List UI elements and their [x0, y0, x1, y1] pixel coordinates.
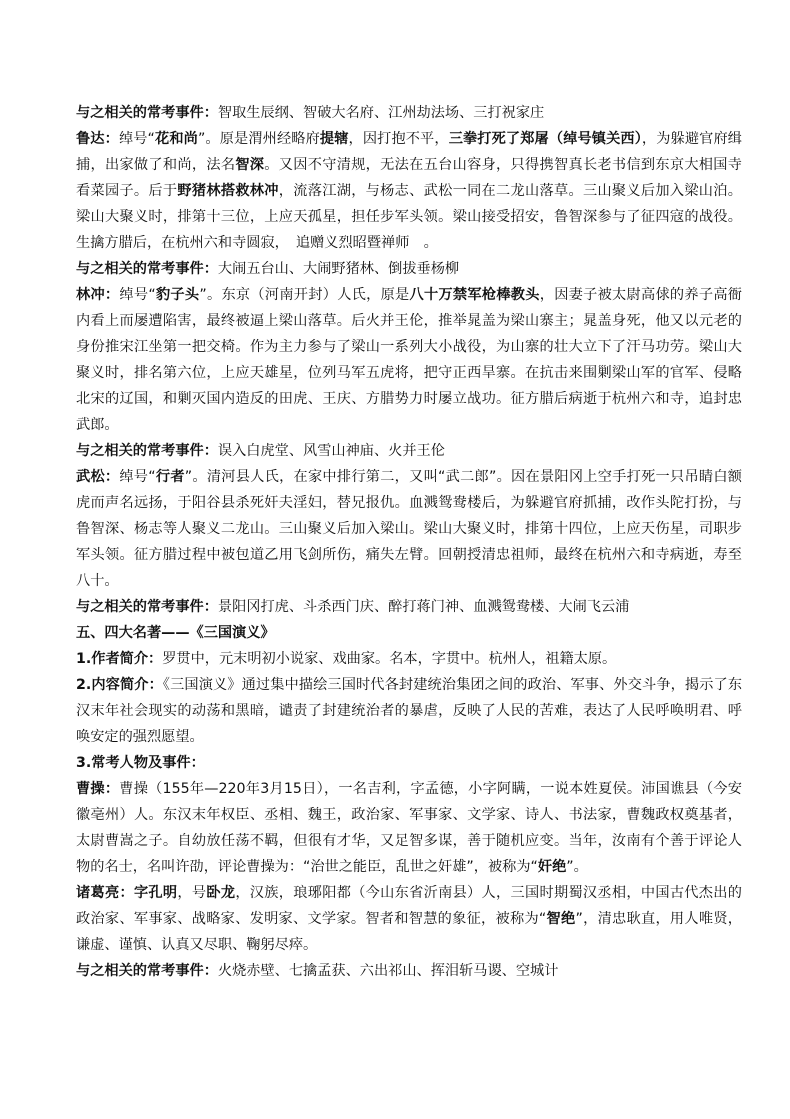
section-label: 与之相关的常考事件： — [76, 105, 218, 121]
section-label: 与之相关的常考事件： — [76, 261, 218, 277]
text-segment: ”。东京（河南开封）人氏，原是 — [199, 287, 410, 303]
section-text: 罗贯中，元末明初小说家、戏曲家。名本，字贯中。杭州人，祖籍太原。 — [162, 651, 617, 667]
text-segment: 绰号“ — [118, 131, 155, 147]
text-segment: ，因打抱不平， — [348, 131, 449, 147]
related-events-linchong — [76, 438, 742, 464]
bold-text-segment: 卧龙 — [206, 885, 236, 901]
text-segment: ”。原是渭州经略府 — [197, 131, 320, 147]
character-bio — [76, 885, 742, 953]
section-text: 景阳冈打虎、斗杀西门庆、醉打蒋门神、血溅鸳鸯楼、大闹飞云浦 — [217, 599, 630, 615]
character-linchong — [76, 282, 742, 438]
character-name: 鲁达： — [76, 131, 119, 147]
bold-text-segment: 野猪林搭救林冲 — [177, 183, 279, 199]
character-name: 林冲： — [76, 287, 120, 303]
text-segment: 曹操（155年—220年3月15日），一名吉利，字孟德，小字阿瞒，一说本姓夏侯。沛国谯县（今安徽亳州）人。东汉末年权臣、丞相、魏王，政治家、军事家、文学家、诗人、书法家，曹魏政权奠基者，太尉曹嵩之子。自幼放任荡不羁，但很有才华，又足智多谋，善于随机应变。当年，汝南有个善于评论人物的名士，名叫许劭，评论曹操为：“治世之能臣，乱世之奸雄”，被称为“ — [76, 781, 742, 875]
character-name: 曹操： — [76, 781, 120, 797]
text-segment: ，为躲避官府缉捕，出家做了和尚，法名 — [76, 131, 742, 173]
bold-text-segment: 三拳打死了郑屠（绰号镇关西） — [448, 131, 642, 147]
section-label: 2.内容简介： — [76, 677, 163, 693]
bold-text-segment: 花和尚 — [154, 131, 198, 147]
text-segment: 绰号“ — [119, 469, 156, 485]
character-wusong — [76, 464, 742, 594]
text-segment: 绰号“ — [119, 287, 156, 303]
character-bio — [76, 781, 742, 875]
character-bio — [76, 131, 742, 251]
character-zhugeliang — [76, 880, 742, 958]
content-intro — [76, 672, 742, 750]
related-events-wusong — [76, 594, 742, 620]
section-text: 误入白虎堂、风雪山神庙、火并王伦 — [217, 443, 445, 459]
characters-heading — [76, 750, 742, 776]
related-events-luda — [76, 256, 742, 282]
character-name: 武松： — [76, 469, 120, 485]
section-text: 大闹五台山、大闹野猪林、倒拔垂杨柳 — [217, 261, 460, 277]
bold-text-segment: 豹子头 — [155, 287, 200, 303]
section-label: 3.常考人物及事件： — [76, 755, 205, 771]
text-segment: ”，清忠耿直，用人唯贤，谦虚、谨慎、认真又尽职、鞠躬尽瘁。 — [76, 911, 742, 953]
text-segment: 。又因不守清规，无法在五台山容身，只得携智真长老书信到东京大相国寺看菜园子。后于 — [76, 157, 742, 199]
character-caocao — [76, 776, 742, 880]
section-label: 与之相关的常考事件： — [76, 599, 218, 615]
text-segment: ，号 — [177, 885, 207, 901]
section-heading: 五、四大名著——《三国演义》 — [76, 625, 275, 641]
bold-text-segment: 奸绝 — [537, 859, 567, 875]
text-segment: ”。清河县人氏，在家中排行第二，又叫“武二郎”。因在景阳冈上空手打死一只吊睛白额虎而声名远扬，于阳谷县杀死奸夫淫妇，替兄报仇。血溅鸳鸯楼后，为躲避官府抓捕，改作头陀打扮，与鲁智深、杨志等人聚义二龙山。三山聚义后加入梁山。梁山大聚义时，排第十四位，上应天伤星，司职步军头领。征方腊过程中被包道乙用飞剑所伤，痛失左臂。回朝授清忠祖师，最终在杭州六和寺病逝，寿至八十。 — [76, 469, 742, 589]
section-heading-sanguo — [76, 620, 742, 646]
section-text: 智取生辰纲、智破大名府、江州劫法场、三打祝家庄 — [217, 105, 545, 121]
section-label: 1.作者简介： — [76, 651, 163, 667]
section-label: 与之相关的常考事件： — [76, 443, 218, 459]
bold-text-segment: 提辖 — [319, 131, 349, 147]
text-segment: ，汉族，琅琊阳都（今山东省沂南县）人，三国时期蜀汉丞相，中国古代杰出的政治家、军事家、战略家、发明家、文学家。智者和智慧的象征，被称为“ — [76, 885, 742, 927]
author-intro — [76, 646, 742, 672]
section-text: 火烧赤壁、七擒孟获、六出祁山、挥泪斩马谡、空城计 — [217, 963, 559, 979]
bold-text-segment: 八十万禁军枪棒教头 — [409, 287, 540, 303]
character-bio — [76, 287, 742, 433]
bold-text-segment: 字孔明 — [133, 885, 178, 901]
text-segment: ”。 — [566, 859, 588, 875]
text-segment: ，因妻子被太尉高俅的养子高衙内看上而屡遭陷害，最终被逼上梁山落草。后火并王伦，推举晁盖为梁山寨主；晁盖身死，他又以元老的身份推宋江坐第一把交椅。作为主力参与了梁山一系列大小战役，为山寨的壮大立下了汗马功劳。梁山大聚义时，排名第六位，上应天雄星，位列马军五虎将，把守正西旱寨。在抗击来围剿梁山军的官军、侵略北宋的辽国，和剿灭国内造反的田虎、王庆、方腊势力时屡立战功。征方腊后病逝于杭州六和寺，追封忠武郎。 — [76, 287, 742, 433]
bold-text-segment: 智深 — [235, 157, 265, 173]
character-name: 诸葛亮： — [76, 885, 134, 901]
related-events-zhugeliang — [76, 958, 742, 984]
section-text: 《三国演义》通过集中描绘三国时代各封建统治集团之间的政治、军事、外交斗争，揭示了东汉末年社会现实的动荡和黑暗，谴责了封建统治者的暴虐，反映了人民的苦难，表达了人民呼唤明君、呼唤安定的强烈愿望。 — [76, 677, 743, 745]
section-label: 与之相关的常考事件： — [76, 963, 218, 979]
bold-text-segment: 智绝 — [546, 911, 576, 927]
bold-text-segment: 行者 — [155, 469, 185, 485]
text-segment: ，流落江湖，与杨志、武松一同在二龙山落草。三山聚义后加入梁山泊。梁山大聚义时，排第十三位，上应天孤星，担任步军头领。梁山接受招安，鲁智深参与了征四寇的战役。生擒方腊后，在杭州六和寺圆寂， 追赠义烈昭暨禅师 。 — [76, 183, 742, 251]
character-luda — [76, 126, 742, 256]
character-bio — [76, 469, 742, 589]
related-events-songjiang — [76, 100, 742, 126]
